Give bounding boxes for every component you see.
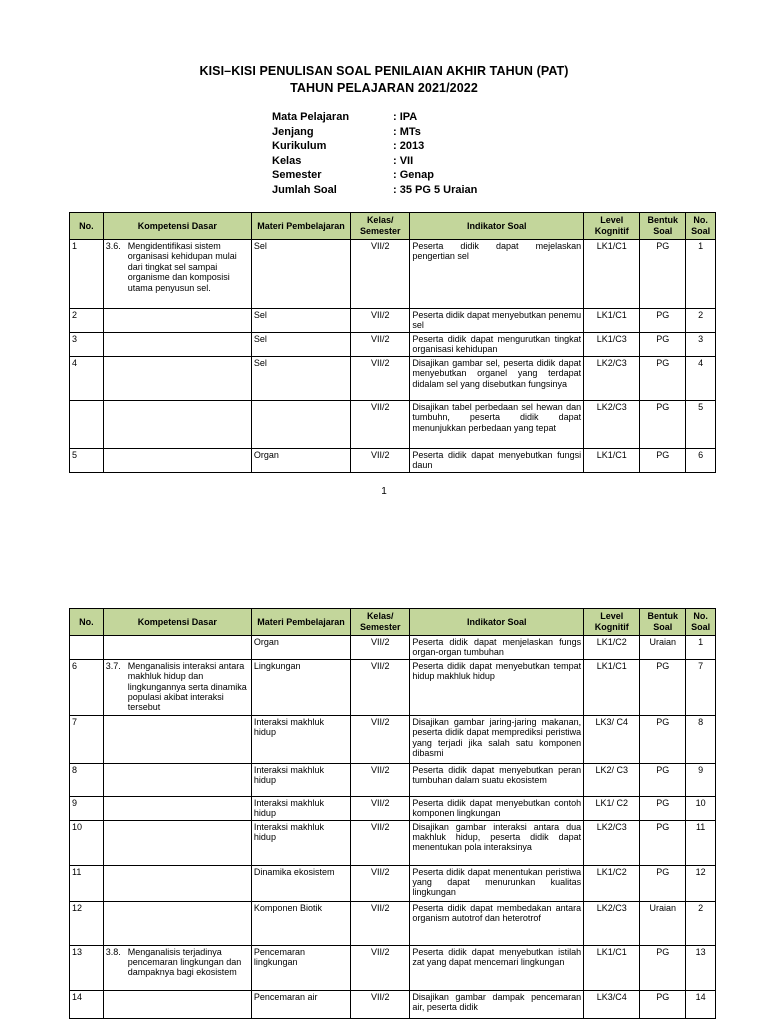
info-row xyxy=(272,126,477,141)
cell-level-kognitif: LK3/ C4 xyxy=(584,715,640,763)
info-label: Kurikulum xyxy=(272,140,327,153)
column-header: Kelas/ Semester xyxy=(351,213,410,240)
cell-kompetensi-dasar xyxy=(103,449,251,473)
table-header-row xyxy=(70,213,716,240)
cell-level-kognitif: LK2/C3 xyxy=(584,357,640,401)
column-header: No. Soal xyxy=(686,609,716,636)
column-header: Kelas/ Semester xyxy=(351,609,410,636)
cell-materi: Sel xyxy=(251,240,350,309)
cell-no: 2 xyxy=(70,309,104,333)
cell-no-soal: 8 xyxy=(686,715,716,763)
cell-no: 7 xyxy=(70,715,104,763)
column-header: No. Soal xyxy=(686,213,716,240)
cell-indikator: Disajikan gambar dampak pencemaran air, peserta didik xyxy=(410,990,584,1018)
cell-level-kognitif: LK1/C3 xyxy=(584,333,640,357)
info-value: : IPA xyxy=(393,111,418,123)
column-header: Materi Pembelajaran xyxy=(251,213,350,240)
table-body xyxy=(70,636,716,1019)
cell-kompetensi-dasar xyxy=(103,865,251,901)
cell-kompetensi-dasar xyxy=(103,796,251,820)
kd-text: Menganalisis terjadinya pencemaran lingkungan dan dampaknya bagi ekosistem xyxy=(127,946,242,978)
cell-bentuk-soal: PG xyxy=(640,715,686,763)
info-value: : MTs xyxy=(393,125,421,138)
cell-indikator: Disajikan gambar interaksi antara dua makhluk hidup, peserta didik dapat menentukan pola interaksinya xyxy=(410,820,584,865)
cell-bentuk-soal: Uraian xyxy=(640,636,686,660)
info-label: Jumlah Soal xyxy=(272,183,337,196)
kd-number: 3.8. xyxy=(105,946,121,957)
table-row xyxy=(70,865,716,901)
cell-level-kognitif: LK1/C1 xyxy=(584,659,640,715)
cell-materi: Interaksi makhluk hidup xyxy=(251,820,350,865)
column-header: Kompetensi Dasar xyxy=(103,213,251,240)
cell-no: 8 xyxy=(70,763,104,796)
column-header: Bentuk Soal xyxy=(640,609,686,636)
cell-level-kognitif: LK1/C1 xyxy=(584,240,640,309)
cell-level-kognitif: LK2/ C3 xyxy=(584,763,640,796)
cell-kelas-semester: VII/2 xyxy=(351,333,410,357)
cell-materi: Lingkungan xyxy=(251,659,350,715)
cell-bentuk-soal: PG xyxy=(640,401,686,449)
table-row xyxy=(70,636,716,660)
cell-materi: Interaksi makhluk hidup xyxy=(251,715,350,763)
document-title: KISI–KISI PENULISAN SOAL PENILAIAN AKHIR TAHUN (PAT) xyxy=(199,64,569,78)
column-header: No. xyxy=(70,213,104,240)
cell-kelas-semester: VII/2 xyxy=(351,401,410,449)
cell-indikator: Peserta didik dapat mengurutkan tingkat organisasi kehidupan xyxy=(410,333,584,357)
cell-bentuk-soal: PG xyxy=(640,945,686,990)
cell-no-soal: 6 xyxy=(686,449,716,473)
cell-materi: Interaksi makhluk hidup xyxy=(251,796,350,820)
page-gap xyxy=(0,580,768,588)
cell-kelas-semester: VII/2 xyxy=(351,309,410,333)
cell-kompetensi-dasar xyxy=(103,309,251,333)
column-header: Bentuk Soal xyxy=(640,213,686,240)
cell-kompetensi-dasar xyxy=(103,820,251,865)
cell-kompetensi-dasar xyxy=(103,901,251,945)
info-value: : 35 PG 5 Uraian xyxy=(393,183,478,196)
subject-info xyxy=(272,111,477,199)
table-row xyxy=(70,401,716,449)
table-row xyxy=(70,240,716,309)
cell-indikator: Peserta didik dapat menyebutkan contoh komponen lingkungan xyxy=(410,796,584,820)
cell-bentuk-soal: PG xyxy=(640,449,686,473)
cell-no: 14 xyxy=(70,990,104,1018)
info-value: : Genap xyxy=(393,169,434,182)
cell-no-soal: 5 xyxy=(686,401,716,449)
column-header: Indikator Soal xyxy=(410,213,584,240)
cell-level-kognitif: LK1/C1 xyxy=(584,449,640,473)
cell-indikator: Peserta didik dapat menyebutkan tempat hidup makhluk hidup xyxy=(410,659,584,715)
info-label: Kelas xyxy=(272,154,302,167)
cell-no xyxy=(70,636,104,660)
cell-kelas-semester: VII/2 xyxy=(351,636,410,660)
cell-materi: Sel xyxy=(251,309,350,333)
info-row xyxy=(272,111,477,126)
cell-no-soal: 1 xyxy=(686,636,716,660)
cell-materi: Sel xyxy=(251,333,350,357)
kd-number: 3.6. xyxy=(105,241,121,251)
cell-materi: Organ xyxy=(251,449,350,473)
info-label: Mata Pelajaran xyxy=(272,111,350,123)
table-row xyxy=(70,990,716,1018)
table-row xyxy=(70,945,716,990)
document-page-2 xyxy=(0,588,768,1024)
table-row xyxy=(70,763,716,796)
cell-kelas-semester: VII/2 xyxy=(351,659,410,715)
cell-kompetensi-dasar xyxy=(103,659,251,715)
cell-materi: Interaksi makhluk hidup xyxy=(251,763,350,796)
cell-kelas-semester: VII/2 xyxy=(351,763,410,796)
cell-no: 12 xyxy=(70,901,104,945)
cell-no-soal: 11 xyxy=(686,820,716,865)
cell-bentuk-soal: PG xyxy=(640,796,686,820)
info-label: Jenjang xyxy=(272,125,314,138)
column-header: Indikator Soal xyxy=(410,609,584,636)
cell-level-kognitif: LK1/C1 xyxy=(584,309,640,333)
cell-bentuk-soal: PG xyxy=(640,820,686,865)
table-header-row xyxy=(70,609,716,636)
kompetensi-dasar xyxy=(106,661,249,713)
cell-indikator: Peserta didik dapat membedakan antara organism autotrof dan heterotrof xyxy=(410,901,584,945)
cell-no: 13 xyxy=(70,945,104,990)
kisi-kisi-table xyxy=(69,212,716,473)
table-row xyxy=(70,449,716,473)
kd-text: Menganalisis interaksi antara makhluk hidup dan lingkungannya serta dinamika populasi akibat interaksi tersebut xyxy=(127,660,247,713)
cell-indikator: Peserta didik dapat menyebutkan penemu sel xyxy=(410,309,584,333)
cell-no: 6 xyxy=(70,659,104,715)
cell-indikator: Peserta didik dapat menyebutkan fungsi daun xyxy=(410,449,584,473)
cell-no-soal: 12 xyxy=(686,865,716,901)
column-header: Level Kognitif xyxy=(584,609,640,636)
cell-no: 5 xyxy=(70,449,104,473)
cell-bentuk-soal: PG xyxy=(640,333,686,357)
cell-no-soal: 1 xyxy=(686,240,716,309)
kompetensi-dasar xyxy=(106,241,249,293)
info-row xyxy=(272,140,477,155)
cell-no-soal: 7 xyxy=(686,659,716,715)
cell-no: 9 xyxy=(70,796,104,820)
cell-bentuk-soal: PG xyxy=(640,357,686,401)
cell-bentuk-soal: PG xyxy=(640,240,686,309)
cell-materi: Pencemaran lingkungan xyxy=(251,945,350,990)
cell-indikator: Peserta didik dapat menyebutkan istilah zat yang dapat mencemari lingkungan xyxy=(410,945,584,990)
cell-materi xyxy=(251,401,350,449)
cell-kelas-semester: VII/2 xyxy=(351,990,410,1018)
cell-materi: Sel xyxy=(251,357,350,401)
cell-indikator: Peserta didik dapat menjelaskan fungs organ-organ tumbuhan xyxy=(410,636,584,660)
column-header: No. xyxy=(70,609,104,636)
cell-bentuk-soal: PG xyxy=(640,659,686,715)
cell-kelas-semester: VII/2 xyxy=(351,449,410,473)
column-header: Kompetensi Dasar xyxy=(103,609,251,636)
cell-kompetensi-dasar xyxy=(103,990,251,1018)
info-value: : 2013 xyxy=(393,140,425,153)
cell-kelas-semester: VII/2 xyxy=(351,820,410,865)
cell-level-kognitif: LK3/C4 xyxy=(584,990,640,1018)
table-row xyxy=(70,820,716,865)
cell-level-kognitif: LK2/C3 xyxy=(584,901,640,945)
table-row xyxy=(70,357,716,401)
cell-kelas-semester: VII/2 xyxy=(351,901,410,945)
info-row xyxy=(272,184,477,199)
kompetensi-dasar xyxy=(106,947,249,978)
table-row xyxy=(70,901,716,945)
cell-no-soal: 9 xyxy=(686,763,716,796)
table-row xyxy=(70,796,716,820)
info-label: Semester xyxy=(272,169,322,182)
cell-no-soal: 3 xyxy=(686,333,716,357)
cell-materi: Pencemaran air xyxy=(251,990,350,1018)
cell-kompetensi-dasar xyxy=(103,357,251,401)
table-body xyxy=(70,240,716,473)
cell-kelas-semester: VII/2 xyxy=(351,357,410,401)
cell-indikator: Peserta didik dapat menentukan peristiwa yang dapat menurunkan kualitas lingkungan xyxy=(410,865,584,901)
cell-kelas-semester: VII/2 xyxy=(351,865,410,901)
document-subtitle: TAHUN PELAJARAN 2021/2022 xyxy=(290,81,478,95)
cell-materi: Dinamika ekosistem xyxy=(251,865,350,901)
cell-no: 3 xyxy=(70,333,104,357)
info-row xyxy=(272,169,477,184)
cell-kompetensi-dasar xyxy=(103,715,251,763)
table-row xyxy=(70,715,716,763)
cell-level-kognitif: LK1/C2 xyxy=(584,865,640,901)
cell-no xyxy=(70,401,104,449)
column-header: Level Kognitif xyxy=(584,213,640,240)
cell-level-kognitif: LK1/C2 xyxy=(584,636,640,660)
cell-level-kognitif: LK1/C1 xyxy=(584,945,640,990)
info-value: : VII xyxy=(393,154,414,167)
table-row xyxy=(70,659,716,715)
cell-bentuk-soal: PG xyxy=(640,865,686,901)
cell-kompetensi-dasar xyxy=(103,401,251,449)
kd-number: 3.7. xyxy=(105,660,121,671)
cell-indikator: Disajikan gambar jaring-jaring makanan, peserta didik dapat memprediksi peristiwa yang terjadi jika salah satu komponen dibasmi xyxy=(410,715,584,763)
cell-no-soal: 10 xyxy=(686,796,716,820)
cell-no-soal: 14 xyxy=(686,990,716,1018)
cell-no-soal: 4 xyxy=(686,357,716,401)
cell-materi: Komponen Biotik xyxy=(251,901,350,945)
cell-bentuk-soal: PG xyxy=(640,990,686,1018)
cell-indikator: Peserta didik dapat menyebutkan peran tumbuhan dalam suatu ekosistem xyxy=(410,763,584,796)
kisi-kisi-table xyxy=(69,608,716,1019)
cell-bentuk-soal: PG xyxy=(640,763,686,796)
cell-no-soal: 2 xyxy=(686,309,716,333)
table-row xyxy=(70,309,716,333)
cell-level-kognitif: LK2/C3 xyxy=(584,820,640,865)
cell-kompetensi-dasar xyxy=(103,763,251,796)
column-header: Materi Pembelajaran xyxy=(251,609,350,636)
kd-text: Mengidentifikasi sistem organisasi kehidupan mulai dari tingkat sel sampai organisme dan komposisi utama penyusun sel. xyxy=(127,241,237,293)
info-row xyxy=(272,155,477,170)
cell-no: 11 xyxy=(70,865,104,901)
cell-no: 4 xyxy=(70,357,104,401)
cell-kelas-semester: VII/2 xyxy=(351,796,410,820)
cell-bentuk-soal: Uraian xyxy=(640,901,686,945)
cell-kelas-semester: VII/2 xyxy=(351,715,410,763)
page-number: 1 xyxy=(381,486,387,497)
cell-no-soal: 2 xyxy=(686,901,716,945)
cell-indikator: Disajikan gambar sel, peserta didik dapat menyebutkan organel yang terdapat didalam sel yang disebutkan fungsinya xyxy=(410,357,584,401)
cell-level-kognitif: LK1/ C2 xyxy=(584,796,640,820)
cell-kelas-semester: VII/2 xyxy=(351,240,410,309)
cell-no: 10 xyxy=(70,820,104,865)
cell-kompetensi-dasar xyxy=(103,333,251,357)
cell-bentuk-soal: PG xyxy=(640,309,686,333)
cell-kompetensi-dasar xyxy=(103,240,251,309)
table-row xyxy=(70,333,716,357)
cell-level-kognitif: LK2/C3 xyxy=(584,401,640,449)
cell-kompetensi-dasar xyxy=(103,636,251,660)
cell-indikator: Disajikan tabel perbedaan sel hewan dan tumbuhn, peserta didik dapat menunjukkan perbedaan yang tepat xyxy=(410,401,584,449)
cell-kompetensi-dasar xyxy=(103,945,251,990)
cell-kelas-semester: VII/2 xyxy=(351,945,410,990)
cell-no-soal: 13 xyxy=(686,945,716,990)
cell-materi: Organ xyxy=(251,636,350,660)
cell-indikator: Peserta didik dapat mejelaskan pengertian sel xyxy=(410,240,584,309)
cell-no: 1 xyxy=(70,240,104,309)
